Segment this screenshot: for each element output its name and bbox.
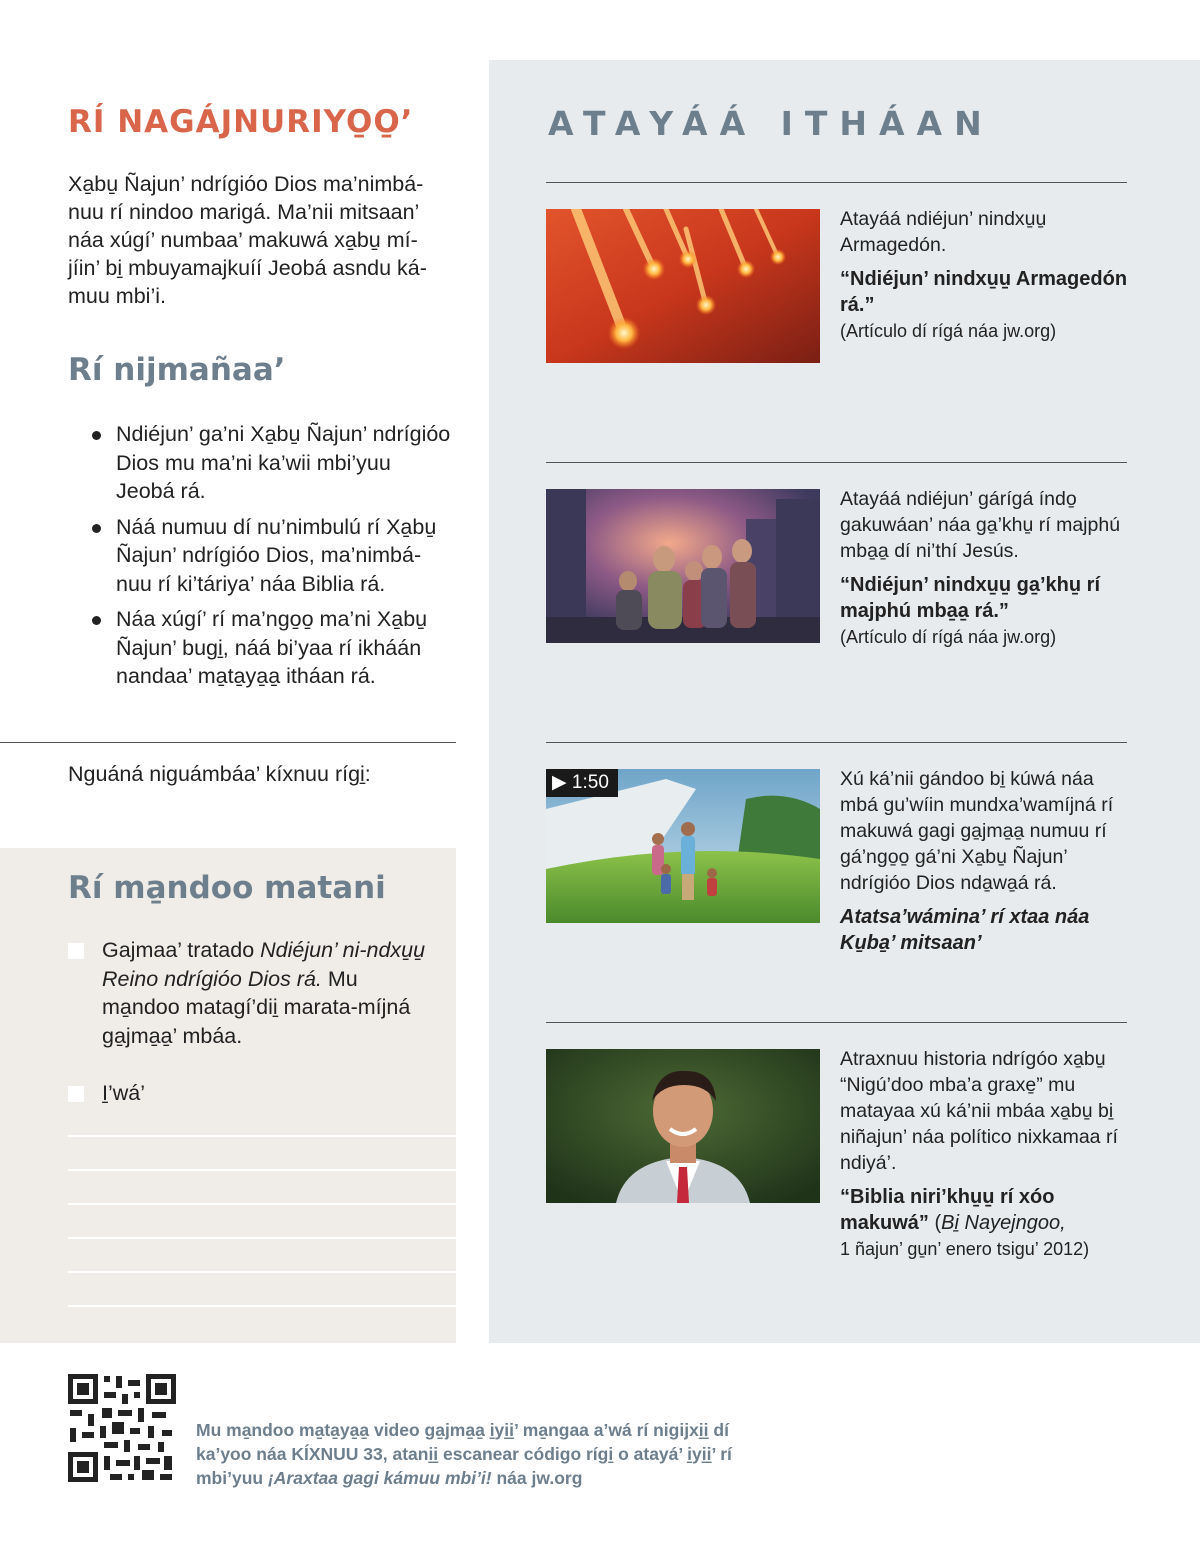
divider bbox=[546, 182, 1127, 183]
bullet-icon bbox=[92, 616, 101, 625]
section-title-resources: ATAYÁÁ ITHÁAN bbox=[548, 104, 994, 143]
resource-item-3: Xú ká’nii gándoo bi̱ kúwá náa mbá gu’wíin mundxa’wamíjná rí makuwá gagi ga̱jma̱a̱ numuu rí gá’ngo̱o̱ gá’ni Xa̱bu̱ Ñajun’ ndrígióo Dios nda̱wa̱á rá. Atatsa’wámina’ rí xtaa náa Ku̱ba̱’ mitsaan’ bbox=[840, 766, 1130, 956]
meteors-image[interactable] bbox=[546, 209, 820, 363]
footer-note: Mu ma̱ndoo ma̱ta̱ya̱a̱ video ga̱jma̱a̱ i̱yi̱i̱’ ma̱ngaa a’wá rí nigijxi̱i̱ dí ka’yoo náa KÍXNUU 33, atani̱i̱ escanear código rígi̱ o atayá’ i̱yi̱i̱’ rí mbi’yuu ¡Araxtaa gagi kámuu mbi’i! náa jw.org bbox=[196, 1420, 732, 1488]
resource-item-4: Atraxnuu historia ndrígóo xa̱bu̱ “Nigú’doo mba’a graxe̱” mu matayaa xú ká’nii mbáa xa̱bu̱ bi̱ niñajun’ náa político nixkamaa rí ndiyá’. “Biblia niri’khu̱u̱ rí xóo makuwá” (Bi̱ Nayejngoo, 1 ñajun’ gu̱n’ enero tsigu’ 2012) bbox=[840, 1046, 1130, 1262]
resource-item-2: Atayáá ndiéjun’ gárígá índo̱ gakuwáan’ náa ga̱’khu̱ rí majphú mba̱a̱ dí ni’thí Jesús. “Ndiéjun’ nindxu̱u̱ ga̱’khu̱ rí majphú mba̱a̱ rá.” (Artículo dí rígá náa jw.org) bbox=[840, 486, 1130, 650]
writing-line[interactable] bbox=[68, 1271, 456, 1273]
play-icon: ▶ bbox=[552, 772, 567, 793]
section-title-questions: Rí nijmañaa’ bbox=[68, 352, 286, 388]
divider bbox=[546, 1022, 1127, 1023]
qr-code-icon[interactable] bbox=[68, 1374, 176, 1482]
resource-link-title[interactable]: “Biblia niri’khu̱u̱ rí xóo makuwá” (Bi̱ Nayejngoo, bbox=[840, 1186, 1066, 1234]
family-disaster-image[interactable] bbox=[546, 489, 820, 643]
intro-paragraph: Xa̱bu̱ Ñajun’ ndrígióo Dios ma’nimbá-nuu rí nindoo marigá. Ma’nii mitsaan’ náa xúgí’ numbaa’ makuwá xa̱bu̱ mí-jíin’ bi̱ mbuyamajkuíí Jeobá asndu ká-muu mbi’i. bbox=[68, 172, 427, 308]
resource-link-title[interactable]: “Ndiéjun’ nindxu̱u̱ ga̱’khu̱ rí majphú mba̱a̱ rá.” bbox=[840, 574, 1101, 622]
checkbox-tratado[interactable] bbox=[68, 943, 84, 959]
family-paradise-video[interactable] bbox=[546, 769, 820, 923]
resource-link-title[interactable]: “Ndiéjun’ nindxu̱u̱ Armagedón rá.” bbox=[840, 268, 1128, 316]
bullet-icon bbox=[92, 431, 101, 440]
checkbox-other[interactable] bbox=[68, 1086, 84, 1102]
divider bbox=[546, 742, 1127, 743]
resource-link-title[interactable]: Atatsa’wámina’ rí xtaa náa Ku̱ba̱’ mitsaan’ bbox=[840, 906, 1090, 954]
video-duration-badge: ▶ 1:50 bbox=[546, 769, 618, 797]
writing-line[interactable] bbox=[68, 1305, 456, 1307]
man-portrait-image[interactable] bbox=[546, 1049, 820, 1203]
writing-line[interactable] bbox=[68, 1135, 456, 1137]
next-question-label: Nguáná niguámbáa’ kíxnuu rígi̱: bbox=[68, 762, 371, 786]
writing-line[interactable] bbox=[68, 1237, 456, 1239]
list-item: Náa xúgí’ rí ma’ngo̱o̱ ma’ni Xa̱bu̱ Ñajun’ bugi̱, náá bi’yaa rí ikháán nandaa’ ma̱ta̱ya̱a̱ itháan rá. bbox=[92, 605, 452, 691]
divider bbox=[546, 462, 1127, 463]
todo-item-other: I̱’wá’ bbox=[102, 1081, 146, 1105]
todo-item-tratado: Gajmaa’ tratado Ndiéjun’ ni-ndxu̱u̱ Reino ndrígióo Dios rá. Mu ma̱ndoo matagí’dii̱ marata-míjná ga̱jma̱a̱’ mbáa. bbox=[102, 938, 426, 1048]
list-item: Ndiéjun’ ga’ni Xa̱bu̱ Ñajun’ ndrígióo Dios mu ma’ni ka’wii mbi’yuu Jeobá rá. bbox=[92, 420, 452, 506]
writing-line[interactable] bbox=[68, 1203, 456, 1205]
section-title-summary: RÍ NAGÁJNURIYO̱O̱’ bbox=[68, 104, 414, 140]
writing-line[interactable] bbox=[68, 1169, 456, 1171]
resource-item-1: Atayáá ndiéjun’ nindxu̱u̱ Armagedón. “Ndiéjun’ nindxu̱u̱ Armagedón rá.” (Artículo dí rígá náa jw.org) bbox=[840, 206, 1130, 344]
questions-list bbox=[92, 420, 452, 698]
section-title-todo: Rí ma̱ndoo matani bbox=[68, 870, 386, 906]
list-item: Náá numuu dí nu’nimbulú rí Xa̱bu̱ Ñajun’ ndrígióo Dios, ma’nimbá-nuu rí ki’táriya’ náa Biblia rá. bbox=[92, 513, 452, 599]
bullet-icon bbox=[92, 524, 101, 533]
divider bbox=[0, 742, 456, 743]
